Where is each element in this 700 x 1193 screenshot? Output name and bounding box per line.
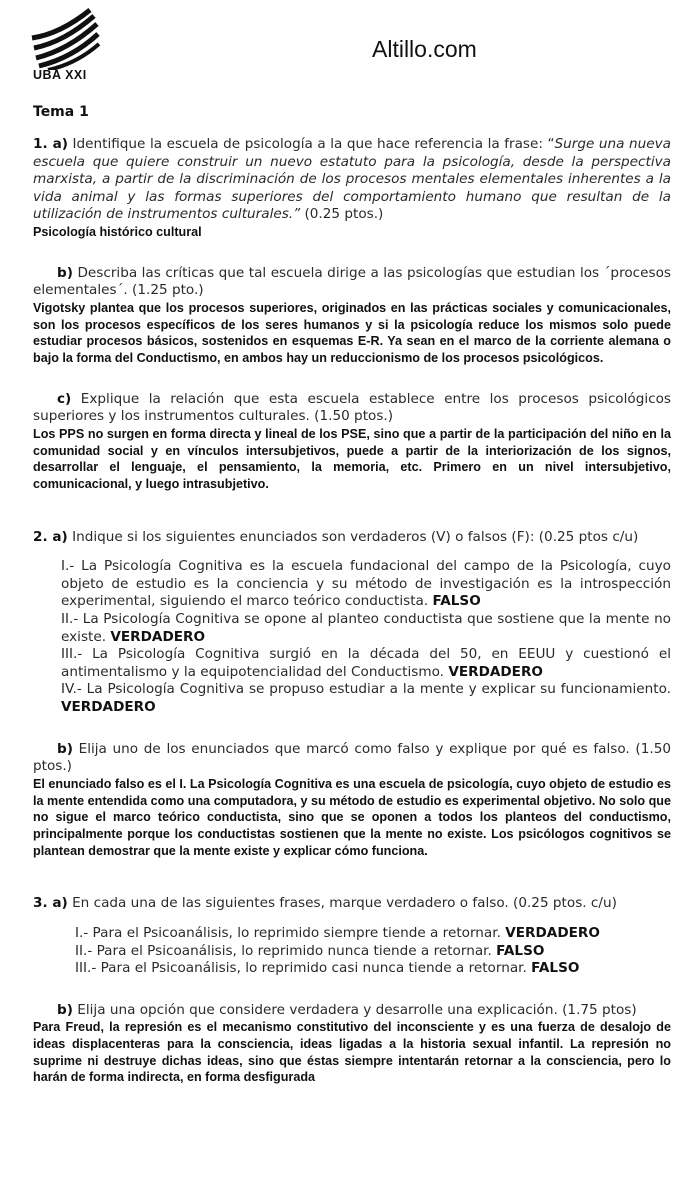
question-label: b) bbox=[57, 740, 73, 757]
answer-1b: Vigotsky plantea que los procesos superiores, originados en las prácticas sociales y comunicacionales, son los procesos específicos de los seres humanos y si la psicología reduce los mismos solo puede estudiar procesos básicos, sostenidos en esquemas E-R. Ya sean en el marco de la corriente alemana o bajo la forma del Conductismo, en ambos hay un reduccionismo de los procesos psicológicos. bbox=[33, 300, 671, 365]
statement-text: I.- La Psicología Cognitiva es la escuela fundacional del campo de la Psicología, cuyo objeto de estudio es la conciencia y su método de investigación es la introspección experimental, siguiendo el marco teórico conductista. bbox=[61, 558, 671, 610]
site-name: Altillo.com bbox=[372, 36, 477, 62]
question-3b bbox=[33, 1002, 671, 1020]
question-label: c) bbox=[57, 390, 72, 407]
statement-verdict: VERDADERO bbox=[505, 924, 600, 941]
statement-text: III.- Para el Psicoanálisis, lo reprimido casi nunca tiende a retornar. bbox=[75, 960, 532, 977]
statement-text: II.- Para el Psicoanálisis, lo reprimido nunca tiende a retornar. bbox=[75, 942, 497, 959]
question-text: Describa las críticas que tal escuela dirige a las psicologías que estudian los ´procesos elementales´. (1.25 pto.) bbox=[33, 264, 671, 299]
statement-verdict: FALSO bbox=[496, 942, 545, 959]
question-label: 3. a) bbox=[33, 895, 68, 912]
list-item bbox=[61, 681, 671, 716]
question-quote: Surge una nueva escuela que quiere construir un nuevo estatuto para la psicología, desde la perspectiva marxista, a partir de la discriminación de los procesos mentales elementales inherentes a la vida animal y las formas superiores del comportamiento humano que resultan de la utilización de instrumentos culturales.” bbox=[33, 136, 671, 223]
question-1b bbox=[33, 265, 671, 300]
statement-verdict: VERDADERO bbox=[61, 699, 156, 716]
answer-2b: El enunciado falso es el I. La Psicología Cognitiva es una escuela de psicología, cuyo objeto de estudio es la mente entendida como una computadora, y su método de estudio es experimental objetivo. No solo que no sigue el marco teórico conductista, sino que se oponen a todos los planteos del conductismo, principalmente porque los conductistas sostienen que la mente no existe. Los psicólogos cognitivos se plantean demostrar que la mente existe y explicar cómo funciona. bbox=[33, 776, 671, 858]
exam-content bbox=[33, 104, 671, 1086]
question-text: En cada una de las siguientes frases, marque verdadero o falso. (0.25 ptos. c/u) bbox=[67, 895, 617, 912]
question-text: Elija una opción que considere verdadera y desarrolle una explicación. (1.75 ptos) bbox=[72, 1001, 637, 1018]
list-item bbox=[75, 925, 671, 943]
question-2b bbox=[33, 741, 671, 776]
question-label: 2. a) bbox=[33, 528, 68, 545]
question-text: Identifique la escuela de psicología a la que hace referencia la frase: “ bbox=[67, 136, 555, 152]
stripes-logo-icon bbox=[30, 8, 100, 70]
uba-xxi-logo bbox=[30, 8, 106, 70]
topic-title: Tema 1 bbox=[33, 104, 89, 120]
list-item bbox=[75, 960, 671, 978]
question-1c bbox=[33, 391, 671, 426]
question-text: Indique si los siguientes enunciados son verdaderos (V) o falsos (F): (0.25 ptos c/u) bbox=[67, 528, 639, 545]
question-label: b) bbox=[57, 1001, 73, 1018]
question-label: 1. a) bbox=[33, 136, 68, 152]
question-text: Elija uno de los enunciados que marcó como falso y explique por qué es falso. (1.50 ptos.) bbox=[33, 740, 671, 775]
list-item bbox=[61, 646, 671, 681]
statement-verdict: VERDADERO bbox=[110, 628, 206, 645]
statement-verdict: FALSO bbox=[432, 593, 481, 610]
statement-verdict: FALSO bbox=[531, 960, 580, 977]
question-points: (0.25 ptos.) bbox=[300, 206, 384, 223]
statement-text: II.- La Psicología Cognitiva se opone al planteo conductista que sostiene que la mente no existe. bbox=[61, 611, 671, 645]
list-item bbox=[61, 558, 671, 611]
statement-text: IV.- La Psicología Cognitiva se propuso estudiar a la mente y explicar su funcionamiento. bbox=[61, 681, 671, 698]
statement-list-2a bbox=[33, 558, 671, 716]
question-text: Explique la relación que esta escuela establece entre los procesos psicológicos superiores y los instrumentos culturales. (1.50 ptos.) bbox=[33, 390, 671, 425]
list-item bbox=[75, 943, 671, 961]
statement-text: III.- La Psicología Cognitiva surgió en la década del 50, en EEUU y cuestionó el antimentalismo y la equipotencialidad del Conductismo. bbox=[61, 646, 671, 680]
question-2a bbox=[33, 529, 671, 547]
logo-text: UBA XXI bbox=[33, 68, 87, 82]
statement-list-3a bbox=[33, 925, 671, 978]
answer-1a: Psicología histórico cultural bbox=[33, 224, 202, 239]
list-item bbox=[61, 611, 671, 646]
statement-verdict: VERDADERO bbox=[448, 663, 543, 680]
statement-text: I.- Para el Psicoanálisis, lo reprimido siempre tiende a retornar. bbox=[75, 924, 506, 941]
question-1a bbox=[33, 136, 671, 224]
question-3a bbox=[33, 895, 671, 913]
answer-1c: Los PPS no surgen en forma directa y lineal de los PSE, sino que a partir de la participación del niño en la comunidad social y en vínculos intersubjetivos, puede a partir de la interiorización de los signos, desarrollar el lenguaje, el pensamiento, la memoria, etc. Primero en un nivel intersubjetivo, comunicacional, y luego intrasubjetivo. bbox=[33, 426, 671, 491]
question-label: b) bbox=[57, 264, 73, 281]
answer-3b: Para Freud, la represión es el mecanismo constitutivo del inconsciente y es una fuerza de desalojo de ideas displacenteras para la consciencia, ideas ligadas a la historia sexual infantil. La represión no suprime ni destruye dichas ideas, sino que éstas siempre intentarán retornar a la consciencia, pero lo harán de forma indirecta, en forma desfigurada bbox=[33, 1020, 671, 1085]
